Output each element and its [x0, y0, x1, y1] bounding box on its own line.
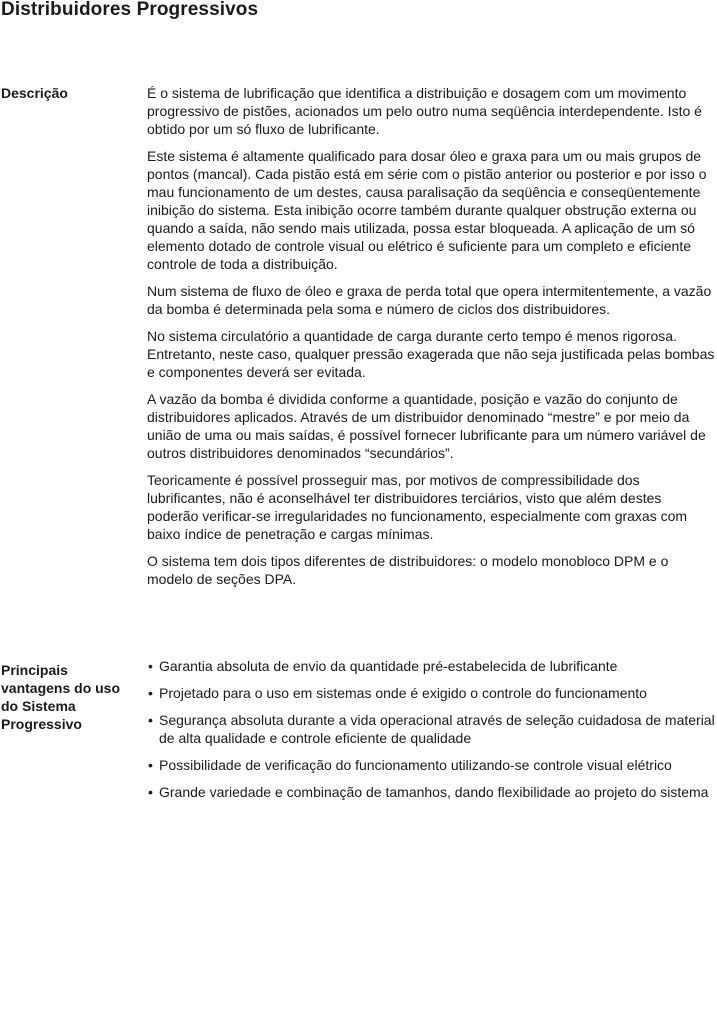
advantage-item-2: [147, 684, 715, 702]
bullet-icon: •: [148, 685, 153, 701]
description-paragraph-2: Este sistema é altamente qualificado para dosar óleo e graxa para um ou mais grupos de pontos (mancal). Cada pistão está em série com o pistão anterior ou posterior e por isso o mau funcionamento de um destes, causa paralisação da seqüência e conseqüentemente inibição do sistema. Esta inibição ocorre também durante qualquer obstrução externa ou quando a saída, não sendo mais utilizada, possa estar bloqueada. A aplicação de um só elemento dotado de controle visual ou elétrico é suficiente para um completo e eficiente controle de toda a distribuição.: [147, 148, 707, 272]
bullet-icon: •: [148, 658, 153, 674]
description-heading: Descrição: [1, 85, 68, 101]
description-paragraph-5: A vazão da bomba é dividida conforme a quantidade, posição e vazão do conjunto de distribuidores aplicados. Através de um distribuidor denominado “mestre” e por meio da união de uma ou mais saídas, é possível fornecer lubrificante para um número variável de outros distribuidores denominados “secundários”.: [147, 391, 706, 461]
advantage-text: Possibilidade de verificação do funcionamento utilizando-se controle visual elétrico: [159, 757, 672, 773]
description-paragraph-6: Teoricamente é possível prosseguir mas, por motivos de compressibilidade dos lubrificantes, não é aconselhável ter distribuidores terciários, visto que além destes poderão verificar-se irregularidades no funcionamento, especialmente com graxas com baixo índice de penetração e cargas mínimas.: [147, 472, 688, 542]
description-paragraph-7: O sistema tem dois tipos diferentes de distribuidores: o modelo monobloco DPM e o modelo de seções DPA.: [147, 553, 669, 587]
advantage-text: Grande variedade e combinação de tamanhos, dando flexibilidade ao projeto do sistema: [159, 784, 709, 800]
bullet-icon: •: [148, 712, 153, 728]
description-paragraph-1: É o sistema de lubrificação que identifica a distribuição e dosagem com um movimento progressivo de pistões, acionados um pelo outro numa seqüência interdependente. Isto é obtido por um só fluxo de lubrificante.: [147, 85, 702, 137]
advantages-body: [147, 657, 715, 810]
page-title: Distribuidores Progressivos: [1, 0, 259, 20]
description-body: [147, 84, 715, 597]
advantages-heading: Principais vantagens do uso do Sistema Progressivo: [1, 662, 121, 732]
description-paragraph-3: Num sistema de fluxo de óleo e graxa de perda total que opera intermitentemente, a vazão da bomba é determinada pela soma e número de ciclos dos distribuidores.: [147, 283, 712, 317]
advantages-list: [147, 657, 715, 801]
advantage-item-4: [147, 756, 715, 774]
description-paragraph-4: No sistema circulatório a quantidade de carga durante certo tempo é menos rigorosa. Entretanto, neste caso, qualquer pressão exagerada que não seja justificada pelas bombas e componentes deverá ser evitada.: [147, 328, 715, 380]
advantage-text: Garantia absoluta de envio da quantidade pré-estabelecida de lubrificante: [159, 658, 618, 674]
bullet-icon: •: [148, 757, 153, 773]
advantage-text: Projetado para o uso em sistemas onde é exigido o controle do funcionamento: [159, 685, 647, 701]
advantage-item-5: [147, 783, 715, 801]
advantage-item-3: [147, 711, 715, 747]
advantage-item-1: [147, 657, 715, 675]
bullet-icon: •: [148, 784, 153, 800]
advantage-text: Segurança absoluta durante a vida operacional através de seleção cuidadosa de material de alta qualidade e controle eficiente de qualidade: [159, 712, 715, 746]
